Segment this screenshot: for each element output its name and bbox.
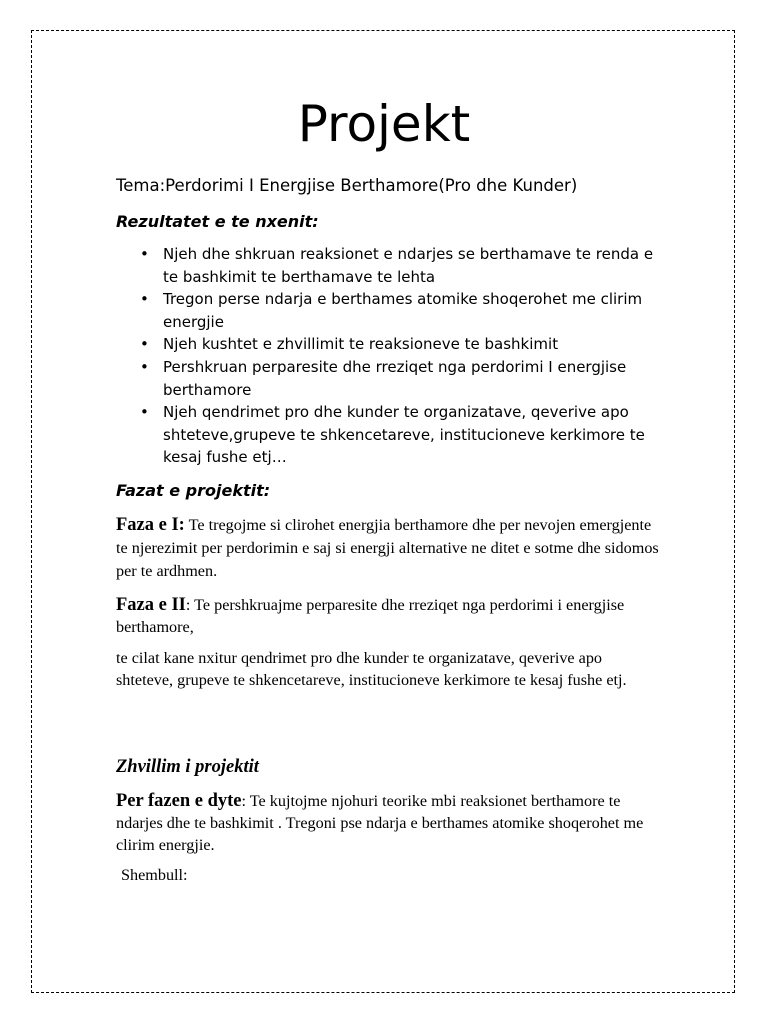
example-label: Shembull: [121, 866, 188, 884]
list-item: • Pershkruan perparesite dhe rreziqet nga perdorimi I energjise berthamore [140, 357, 627, 399]
phase-two-label: Faza e II [116, 595, 186, 615]
bullet-icon: • [140, 357, 149, 376]
phase-one-label: Faza e I: [116, 515, 185, 535]
phase-two-paragraph: Faza e II: Te pershkruajme perparesite dhe rreziqet nga perdorimi i energjise berthamore, [116, 595, 625, 636]
list-item: • Njeh dhe shkruan reaksionet e ndarjes se berthamave te renda e te bashkimit te berthamave te lehta [140, 245, 654, 286]
second-phase-paragraph: Per fazen e dyte: Te kujtojme njohuri teorike mbi reaksionet berthamore te ndarjes dhe te bashkimit . Tregoni pse ndarja e berthames atomike shoqerohet me clirim energjie. [116, 791, 644, 854]
project-topic: Tema:Perdorimi I Energjise Berthamore(Pro dhe Kunder) [116, 176, 578, 195]
learning-outcomes-list [116, 243, 656, 469]
bullet-icon: • [140, 245, 149, 263]
list-item: • Njeh qendrimet pro dhe kunder te organizatave, qeverive apo shteteve,grupeve te shkencetareve, institucioneve kerkimore te kesaj fushe etj… [140, 403, 645, 467]
phase-one-paragraph: Faza e I: Te tregojme si clirohet energjia berthamore dhe per nevojen emergjente te njerezimit per perdorimin e saj si energji alternative ne ditet e sotme dhe sidomos per te ardhmen. [116, 515, 659, 580]
bullet-icon: • [140, 290, 149, 309]
list-item: • Njeh kushtet e zhvillimit te reaksioneve te bashkimit [116, 333, 656, 356]
development-heading: Zhvillim i projektit [116, 757, 259, 777]
list-item: • Tregon perse ndarja e berthames atomike shoqerohet me clirim energjie [140, 290, 643, 331]
learning-outcomes-heading: Rezultatet e te nxenit: [116, 212, 319, 231]
phase-two-continuation: te cilat kane nxitur qendrimet pro dhe kunder te organizatave, qeverive apo shteteve, grupeve te shkencetareve, institucioneve kerkimore te kesaj fushe etj. [116, 649, 627, 689]
page-title: Projekt [297, 95, 471, 153]
phases-heading: Fazat e projektit: [116, 481, 271, 500]
second-phase-label: Per fazen e dyte [116, 791, 242, 811]
bullet-icon: • [140, 403, 149, 422]
bullet-icon: • [140, 335, 149, 354]
